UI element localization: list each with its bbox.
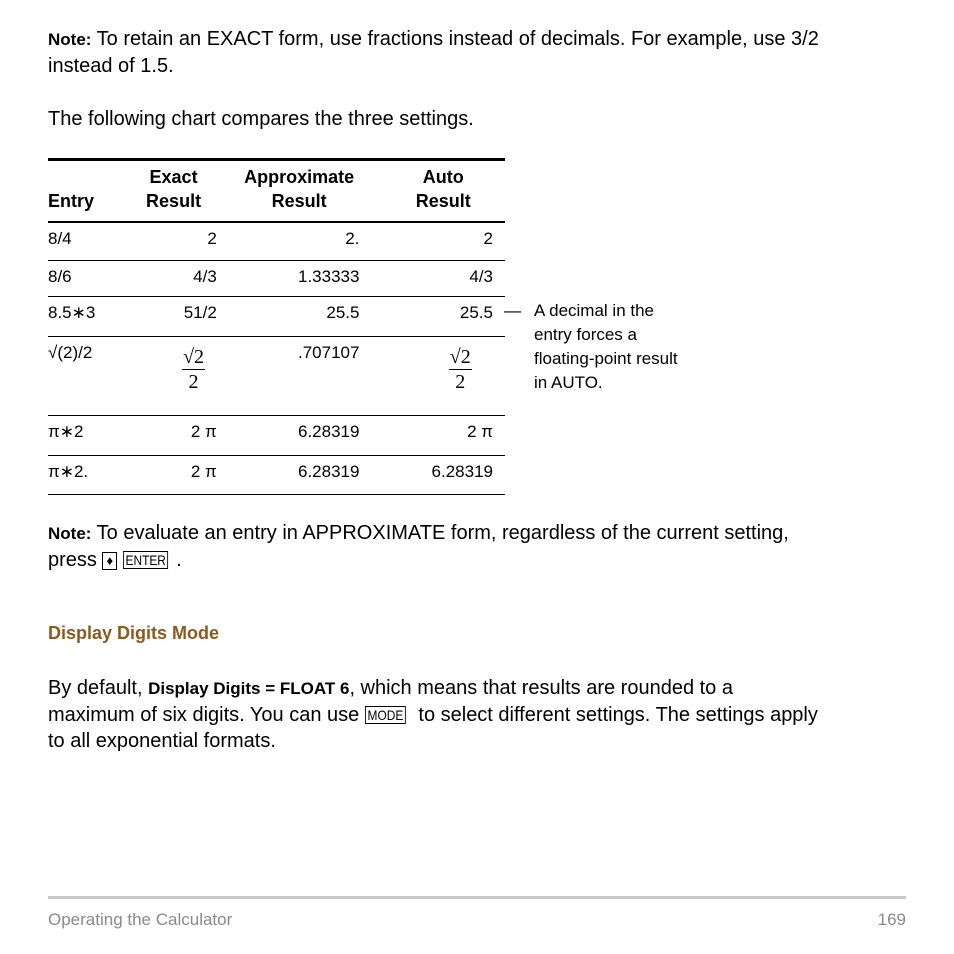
annotation-line: A decimal in the	[534, 301, 655, 320]
cell-entry: π∗2.	[48, 461, 89, 481]
display-digits-paragraph	[48, 675, 918, 754]
diamond-key[interactable]: ♦	[102, 552, 117, 570]
fraction-denominator: 2	[188, 370, 199, 393]
table-header-row	[48, 160, 505, 223]
cell-approximate: 25.5	[326, 302, 360, 322]
setting-name: Display Digits = FLOAT 6	[148, 679, 350, 698]
cell-auto: 2 π	[467, 421, 493, 441]
cell-auto-fraction	[449, 347, 472, 392]
fraction-denominator: 2	[455, 370, 466, 393]
cell-approximate: 1.33333	[298, 266, 360, 286]
table-row	[48, 415, 505, 455]
cell-exact: 2	[207, 229, 217, 248]
para-text: , which means that results are rounded to a	[349, 677, 733, 699]
header-approximate-result: Approximate Result	[244, 167, 355, 211]
cell-auto: 2	[483, 229, 493, 248]
cell-entry: 8/4	[48, 229, 72, 248]
cell-exact-fraction	[182, 347, 205, 392]
settings-comparison-table	[48, 158, 505, 495]
para-text: maximum of six digits. You can use	[48, 704, 365, 726]
annotation-line: in AUTO.	[534, 373, 603, 392]
note-label: Note:	[48, 30, 92, 49]
header-auto-result: Auto Result	[415, 167, 471, 211]
page-number: 169	[877, 910, 906, 929]
mode-key[interactable]: MODE	[365, 706, 406, 724]
annotation-line: floating-point result	[534, 349, 678, 368]
para-text: to all exponential formats.	[48, 730, 276, 752]
annotation-line: entry forces a	[534, 325, 637, 344]
footer-divider	[48, 896, 906, 899]
fraction-numerator: √2	[449, 345, 471, 368]
note-text: To evaluate an entry in APPROXIMATE form, regardless of the current setting,	[91, 522, 789, 544]
header-entry: Entry	[48, 191, 95, 211]
cell-exact: 4/3	[193, 266, 217, 286]
note-period: .	[176, 549, 182, 571]
cell-exact: 2 π	[190, 461, 217, 481]
para-text: to select different settings. The settings apply	[412, 704, 818, 726]
cell-exact: 51/2	[183, 302, 217, 322]
header-exact-result: Exact Result	[146, 167, 202, 211]
cell-approximate: 6.28319	[298, 421, 360, 441]
note-label: Note:	[48, 524, 92, 543]
cell-auto: 25.5	[459, 302, 493, 322]
cell-auto: 4/3	[469, 266, 493, 286]
table-row	[48, 296, 505, 336]
cell-approximate: 2.	[345, 229, 360, 248]
note-text-continued: instead of 1.5.	[48, 55, 174, 77]
footer-chapter-title: Operating the Calculator	[48, 910, 233, 929]
table-row	[48, 455, 505, 494]
section-heading: Display Digits Mode	[48, 623, 220, 643]
cell-entry: √(2)/2	[48, 342, 93, 362]
cell-approximate: .707107	[298, 342, 360, 362]
table-row	[48, 222, 505, 260]
annotation-leader-dash: —	[504, 301, 521, 320]
cell-exact: 2 π	[190, 421, 217, 441]
para-text: By default,	[48, 677, 149, 699]
cell-entry: 8.5∗3	[48, 302, 96, 322]
note-text: To retain an EXACT form, use fractions instead of decimals. For example, use 3/2	[91, 28, 819, 50]
fraction-numerator: √2	[183, 345, 205, 368]
note-approximate-form	[48, 520, 918, 573]
cell-approximate: 6.28319	[298, 461, 360, 481]
cell-auto: 6.28319	[431, 461, 493, 481]
table-row	[48, 336, 505, 415]
note-press-text: press	[48, 549, 103, 571]
cell-entry: 8/6	[48, 266, 72, 286]
cell-entry: π∗2	[48, 421, 84, 441]
note-exact-form	[48, 26, 918, 79]
enter-key[interactable]: ENTER	[123, 551, 168, 569]
table-row	[48, 260, 505, 296]
intro-text: The following chart compares the three settings.	[48, 108, 474, 130]
